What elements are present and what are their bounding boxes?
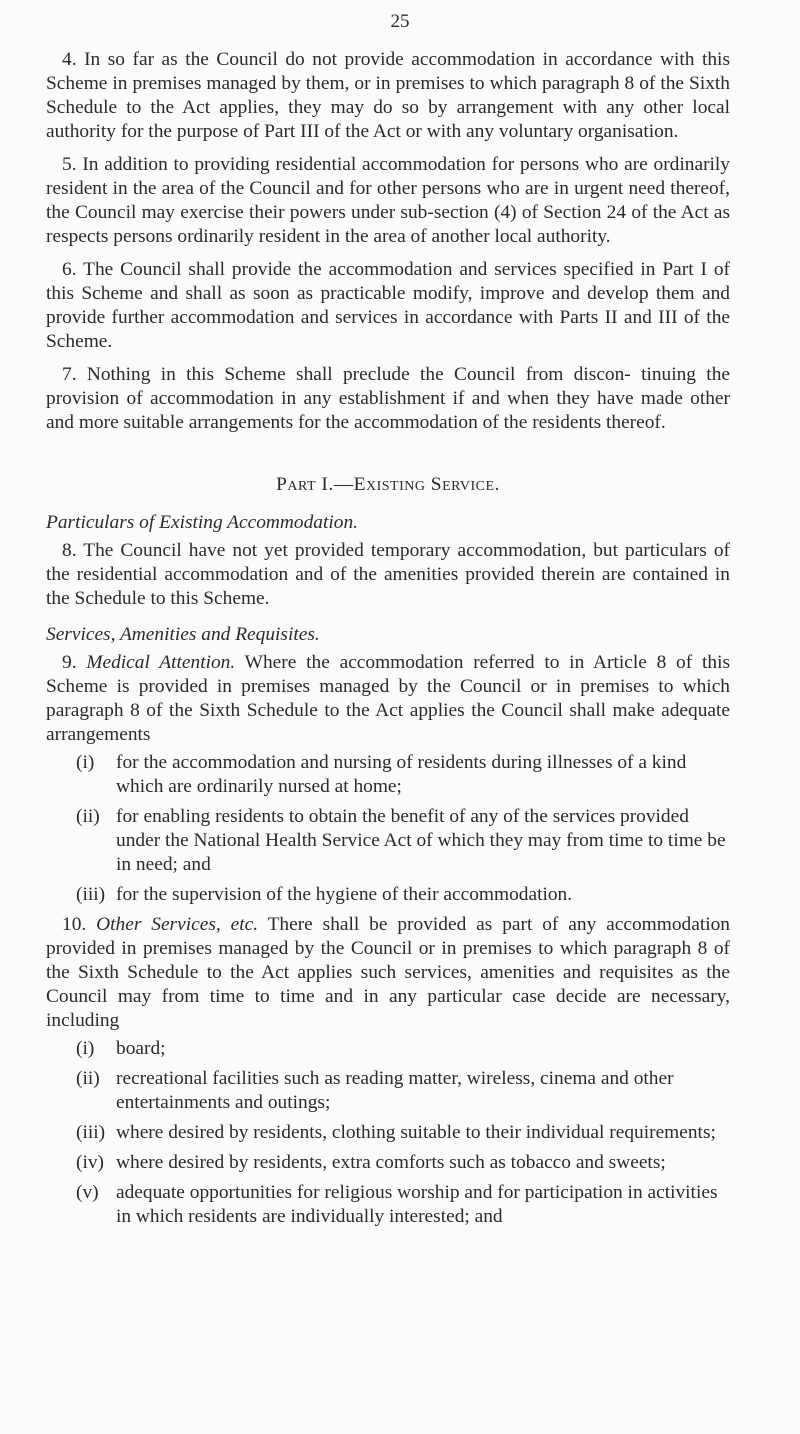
list-item-number: (iii) [76, 884, 106, 905]
list-item [76, 1121, 730, 1145]
page-number: 25 [390, 11, 410, 32]
list-item-number: (iii) [76, 1122, 106, 1143]
list-item-text: for the supervision of the hygiene of their accommodation. [116, 884, 573, 905]
list-item-text: for enabling residents to obtain the benefit of any of the services provided under the National Health Service Act of which they may from time to time be in need; and [116, 806, 726, 875]
list-item-number: (v) [76, 1182, 99, 1203]
list-item-number: (ii) [76, 806, 100, 827]
paragraph-5 [46, 153, 730, 249]
list-item [76, 805, 730, 877]
paragraph-6 [46, 258, 730, 354]
paragraph-7 [46, 363, 730, 435]
list-item [76, 1037, 730, 1061]
list-item-text: recreational facilities such as reading matter, wireless, cinema and other entertainments and outings; [116, 1068, 674, 1113]
paragraph-text: In so far as the Council do not provide accommodation in accordance with this Scheme in premises managed by them, or in premises to which paragraph 8 of the Sixth Schedule to the Act applies, they may do so by arrangement with any other local authority for the purpose of Part III of the Act or with any voluntary organisation. [46, 49, 730, 142]
list-item-number: (iv) [76, 1152, 104, 1173]
list-item-text: board; [116, 1038, 166, 1059]
section-subheading: Services, Amenities and Requisites. [46, 624, 320, 645]
paragraph-number: 6. [62, 259, 77, 280]
paragraph-number: 4. [62, 49, 77, 70]
paragraph-text: Where the accommodation referred to in Article 8 of this Scheme is provided in premises managed by the Council or in premises to which paragraph 8 of the Sixth Schedule to the Act applies the Council shall make adequate arrangements [46, 652, 731, 745]
paragraph-text: The Council shall provide the accommodation and services specified in Part I of this Scheme and shall as soon as practicable modify, improve and develop them and provide further accommodation and services in accordance with Parts II and III of the Scheme. [46, 259, 730, 352]
paragraph-text: The Council have not yet provided temporary accommodation, but particulars of the residential accommodation and of the amenities provided therein are contained in the Schedule to this Scheme. [46, 540, 730, 609]
paragraph-9 [46, 651, 730, 747]
paragraph-number: 9. [62, 652, 77, 673]
paragraph-text: There shall be provided as part of any accommodation provided in premises managed by the Council or in premises to which paragraph 8 of the Sixth Schedule to the Act applies such services, amenities and requisites as the Council may from time to time and in any particular case decide are necessary, including [46, 914, 730, 1031]
list-item [76, 1181, 730, 1229]
list-item [76, 1067, 730, 1115]
paragraph-number: 8. [62, 540, 77, 561]
paragraph-10 [46, 913, 730, 1033]
paragraph-number: 10. [62, 914, 87, 935]
list-item [76, 751, 730, 799]
paragraph-title: Other Services, etc. [96, 914, 259, 935]
paragraph-text: In addition to providing residential accommodation for persons who are ordinarily resident in the area of the Council and for other persons who are in urgent need thereof, the Council may exercise their powers under sub-section (4) of Section 24 of the Act as respects persons ordinarily resident in the area of another local authority. [46, 154, 730, 247]
section-subheading: Particulars of Existing Accommodation. [46, 512, 359, 533]
paragraph-number: 7. [62, 364, 77, 385]
list-item [76, 1151, 730, 1175]
list-item-number: (i) [76, 1038, 95, 1059]
paragraph-text: Nothing in this Scheme shall preclude the Council from discon- tinuing the provision of accommodation in any establishment if and when they have made other and more suitable arrangements for the accommodation of the residents thereof. [46, 364, 730, 433]
list-item [76, 883, 730, 907]
list-item-text: for the accommodation and nursing of residents during illnesses of a kind which are ordinarily nursed at home; [116, 752, 687, 797]
list-item-text: adequate opportunities for religious worship and for participation in activities in which residents are individually interested; and [116, 1182, 718, 1227]
paragraph-8 [46, 539, 730, 611]
list-item-text: where desired by residents, clothing suitable to their individual requirements; [116, 1122, 716, 1143]
paragraph-title: Medical Attention. [86, 652, 236, 673]
part-heading: Part I.—Existing Service. [276, 474, 500, 495]
list-item-number: (i) [76, 752, 95, 773]
list-item-text: where desired by residents, extra comforts such as tobacco and sweets; [116, 1152, 666, 1173]
list-item-number: (ii) [76, 1068, 100, 1089]
paragraph-number: 5. [62, 154, 77, 175]
paragraph-4 [46, 48, 730, 144]
